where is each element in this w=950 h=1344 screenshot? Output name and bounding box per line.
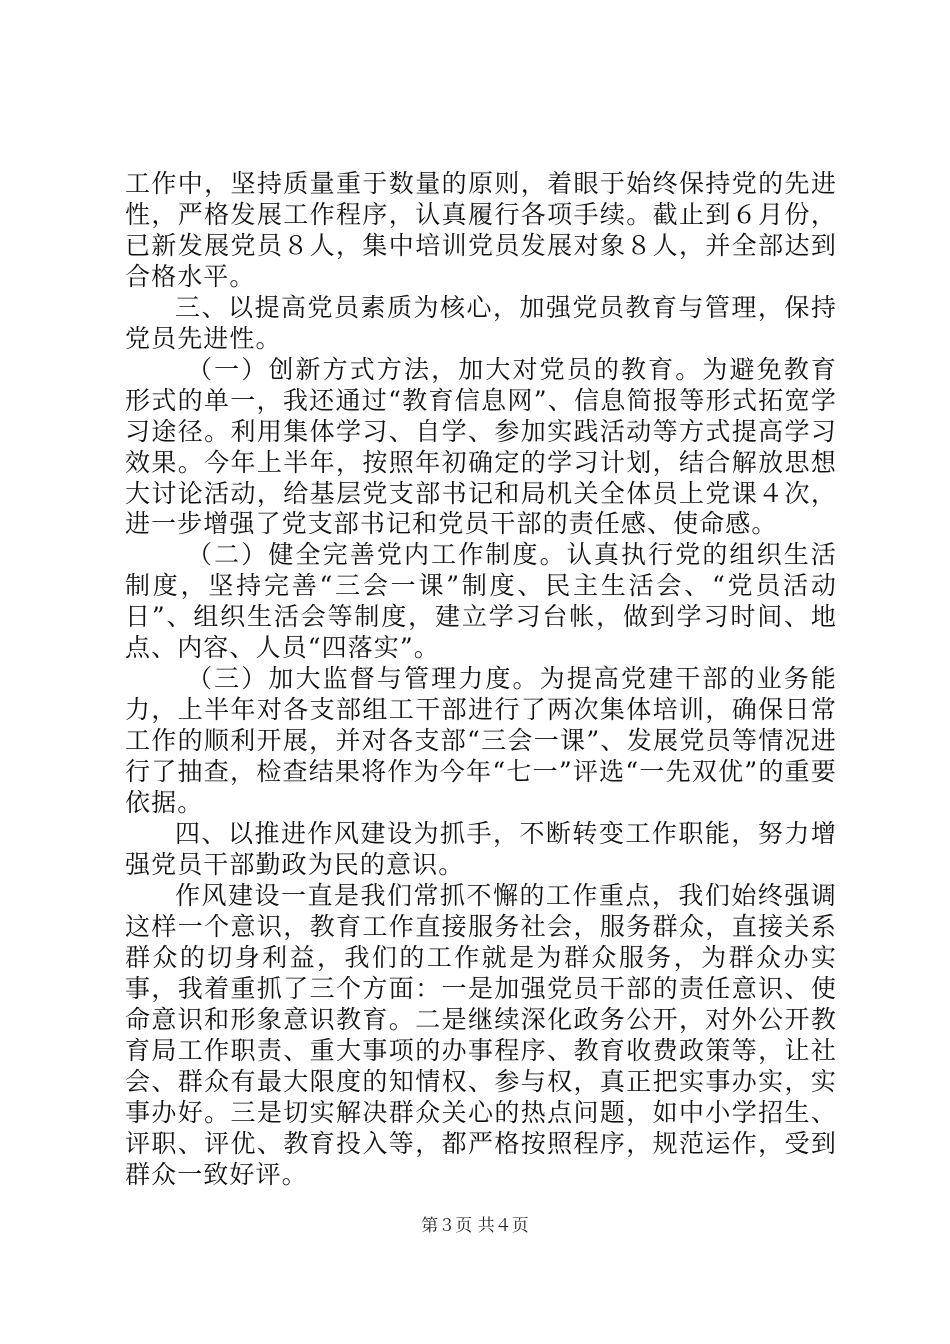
paragraph-continued: 工作中，坚持质量重于数量的原则，着眼于始终保持党的先进性，严格发展工作程序，认真履行各项手续。截止到６月份，已新发展党员８人，集中培训党员发展对象８人，并全部达到合格水平。	[125, 169, 837, 291]
section-heading-three: 三、以提高党员素质为核心，加强党员教育与管理，保持党员先进性。	[125, 292, 837, 353]
document-body	[125, 169, 837, 1190]
subsection-three: （三）加大监督与管理力度。为提高党建干部的业务能力，上半年对各支部组工干部进行了两次集体培训，确保日常工作的顺利开展，并对各支部“三会一课”、发展党员等情况进行了抽查，检查结果将作为今年“七一”评选“一先双优”的重要依据。	[125, 664, 837, 818]
subsection-one: （一）创新方式方法，加大对党员的教育。为避免教育形式的单一，我还通过“教育信息网”、信息简报等形式拓宽学习途径。利用集体学习、自学、参加实践活动等方式提高学习效果。今年上半年，按照年初确定的学习计划，结合解放思想大讨论活动，给基层党支部书记和局机关全体员上党课４次，进一步增强了党支部书记和党员干部的责任感、使命感。	[125, 354, 837, 539]
section-heading-four: 四、以推进作风建设为抓手，不断转变工作职能，努力增强党员干部勤政为民的意识。	[125, 819, 837, 879]
paragraph-style-building: 作风建设一直是我们常抓不懈的工作重点，我们始终强调这样一个意识，教育工作直接服务社会，服务群众，直接关系群众的切身利益，我们的工作就是为群众服务，为群众办实事，我着重抓了三个方面：一是加强党员干部的责任意识、使命意识和形象意识教育。二是继续深化政务公开，对外公开教育局工作职责、重大事项的办事程序、教育收费政策等，让社会、群众有最大限度的知情权、参与权，真正把实事办实，实事办好。三是切实解决群众关心的热点问题，如中小学招生、评职、评优、教育投入等，都严格按照程序，规范运作，受到群众一致好评。	[125, 880, 837, 1189]
page-number-footer: 第３页 共４页	[421, 1216, 529, 1236]
subsection-two: （二）健全完善党内工作制度。认真执行党的组织生活制度，坚持完善“三会一课”制度、民主生活会、“党员活动日”、组织生活会等制度，建立学习台帐，做到学习时间、地点、内容、人员“四落实”。	[125, 540, 837, 663]
